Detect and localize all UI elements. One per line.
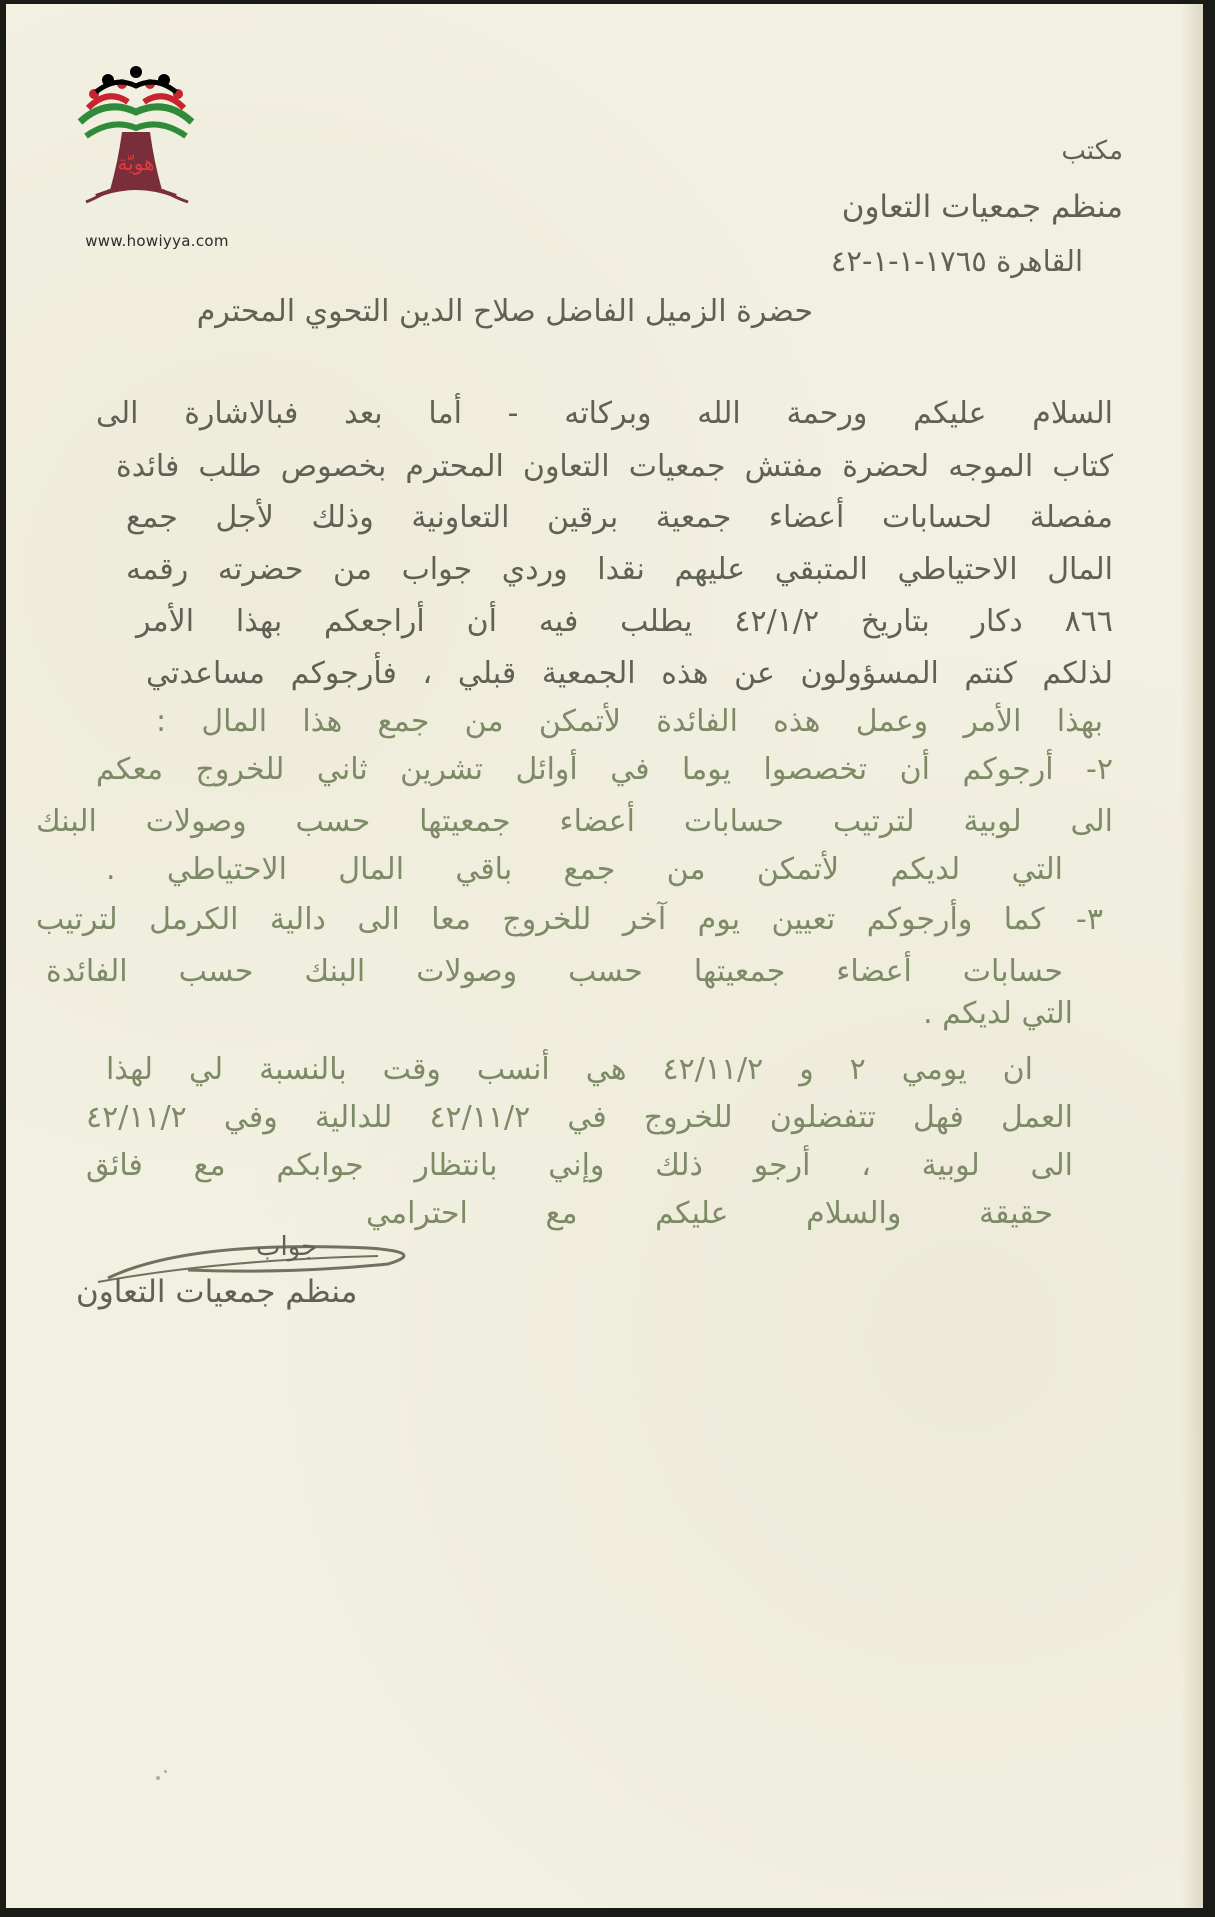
signature-text: جواب bbox=[256, 1232, 318, 1262]
salutation: حضرة الزميل الفاضل صلاح الدين التحوي المحترم bbox=[196, 294, 813, 329]
closing-title: منظم جمعيات التعاون bbox=[76, 1274, 358, 1310]
body-line: الى لوبية ، أرجو ذلك وإني بانتظار جوابكم مع فائق bbox=[86, 1148, 1073, 1183]
header-mark: مكتب bbox=[1061, 136, 1123, 166]
paper-speck bbox=[156, 1776, 160, 1780]
body-line: ٣- كما وأرجوكم تعيين يوم آخر للخروج معا الى دالية الكرمل لترتيب bbox=[36, 902, 1103, 937]
body-line: بهذا الأمر وعمل هذه الفائدة لأتمكن من جمع هذا المال : bbox=[156, 704, 1103, 739]
page-edge bbox=[1181, 4, 1203, 1908]
body-line: الى لوبية لترتيب حسابات أعضاء جمعيتها حسب وصولات البنك bbox=[36, 804, 1113, 839]
body-line: لذلكم كنتم المسؤولون عن هذه الجمعية قبلي ، فأرجوكم مساعدتي bbox=[146, 656, 1113, 691]
body-line: التي لديكم . bbox=[923, 996, 1073, 1031]
logo-url: www.howiyya.com bbox=[85, 232, 229, 250]
paper-speck bbox=[164, 1770, 167, 1773]
howiyya-logo bbox=[66, 62, 246, 262]
body-line: ٨٦٦ دكار بتاريخ ٤٢/١/٢ يطلب فيه أن أراجعكم بهذا الأمر bbox=[136, 604, 1113, 639]
body-line: مفصلة لحسابات أعضاء جمعية برقين التعاونية وذلك لأجل جمع bbox=[126, 500, 1113, 535]
logo-text: هويّة bbox=[117, 151, 155, 175]
header-place-date: القاهرة ١٧٦٥-١-١-٤٢ bbox=[830, 244, 1083, 278]
body-line: السلام عليكم ورحمة الله وبركاته - أما بعد فبالاشارة الى bbox=[96, 396, 1113, 431]
tree-logo-icon bbox=[66, 62, 206, 212]
body-line: ان يومي ٢ و ٤٢/١١/٢ هي أنسب وقت بالنسبة لي لهذا bbox=[106, 1052, 1033, 1087]
document-page bbox=[6, 4, 1203, 1908]
body-line: المال الاحتياطي المتبقي عليهم نقدا وردي جواب من حضرته رقمه bbox=[126, 552, 1113, 587]
body-line: العمل فهل تتفضلون للخروج في ٤٢/١١/٢ للدالية وفي ٤٢/١١/٢ bbox=[86, 1100, 1074, 1135]
header-organization: منظم جمعيات التعاون bbox=[841, 189, 1123, 225]
body-line: حقيقة والسلام عليكم مع احترامي bbox=[366, 1196, 1053, 1231]
body-line: التي لديكم لأتمكن من جمع باقي المال الاحتياطي . bbox=[106, 852, 1063, 887]
body-line: ٢- أرجوكم أن تخصصوا يوما في أوائل تشرين ثاني للخروج معكم bbox=[96, 752, 1113, 787]
body-line: كتاب الموجه لحضرة مفتش جمعيات التعاون المحترم بخصوص طلب فائدة bbox=[116, 449, 1113, 484]
body-line: حسابات أعضاء جمعيتها حسب وصولات البنك حسب الفائدة bbox=[46, 954, 1063, 989]
